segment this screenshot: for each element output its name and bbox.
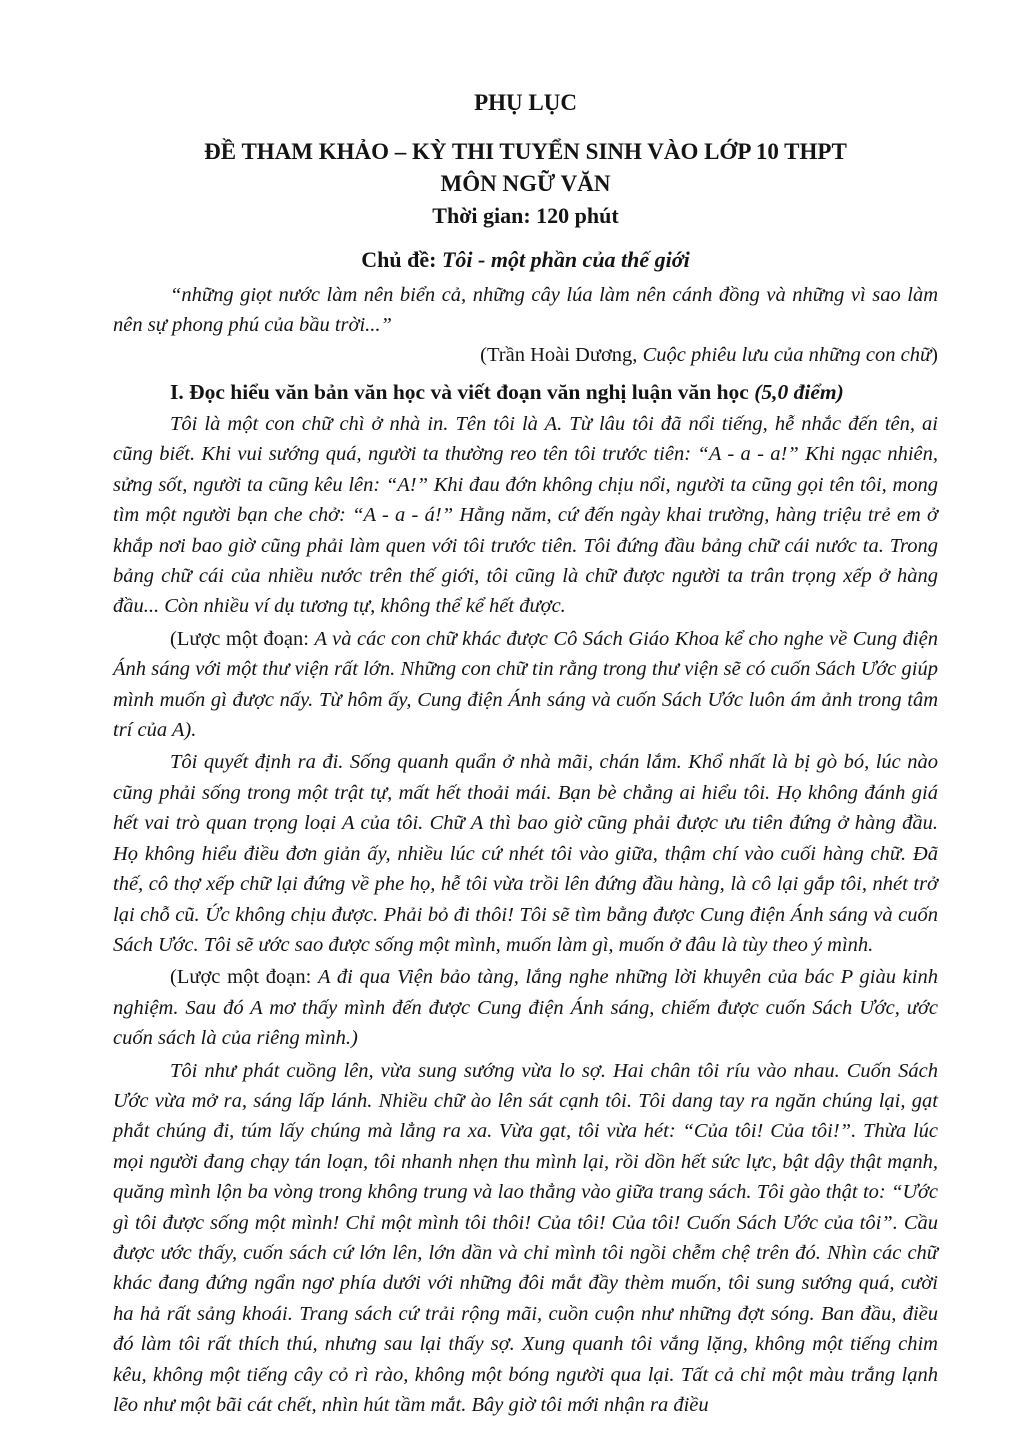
topic-label: Chủ đề: xyxy=(361,247,442,272)
body-paragraph-summary xyxy=(113,624,938,746)
section-points: (5,0 điểm) xyxy=(754,380,844,404)
exam-title: ĐỀ THAM KHẢO – KỲ THI TUYỂN SINH VÀO LỚP 10 THPT xyxy=(204,139,847,164)
subject-title: MÔN NGỮ VĂN xyxy=(440,171,611,196)
attribution-close-paren: ) xyxy=(931,344,938,366)
body-paragraph: Tôi quyết định ra đi. Sống quanh quẩn ở nhà mãi, chán lắm. Khổ nhất là bị gò bó, lúc nào cũng phải sống trong một trật tự, mất hết thoải mái. Bạn bè chẳng ai hiểu tôi. Họ không đánh giá hết vai trò quan trọng loại A của tôi. Chữ A thì bao giờ cũng phải được ưu tiên đứng ở hàng đầu. Họ không hiểu điều đơn giản ấy, nhiều lúc cứ nhét tôi vào giữa, thậm chí vào cuối hàng chữ. Đã thế, cô thợ xếp chữ lại đứng về phe họ, hễ tôi vừa trồi lên đứng đầu hàng, là cô lại gắp tôi, nhét trở lại chỗ cũ. Ức không chịu được. Phải bỏ đi thôi! Tôi sẽ tìm bằng được Cung điện Ánh sáng và cuốn Sách Ước. Tôi sẽ ước sao được sống một mình, muốn làm gì, muốn ở đâu là tùy theo ý mình. xyxy=(113,751,938,956)
summary-prefix: (Lược một đoạn: xyxy=(170,966,318,989)
epigraph-quote: “những giọt nước làm nên biển cả, những cây lúa làm nên cánh đồng và những vì sao làm nên sự phong phú của bầu trời...” xyxy=(113,284,938,336)
exam-duration: Thời gian: 120 phút xyxy=(432,203,619,228)
epigraph-attribution xyxy=(113,340,938,370)
attribution-author: (Trần Hoài Dương, xyxy=(480,344,643,366)
summary-prefix: (Lược một đoạn: xyxy=(170,627,315,650)
body-paragraph-summary xyxy=(113,962,938,1053)
page-title: PHỤ LỤC xyxy=(474,90,577,115)
body-paragraph: Tôi như phát cuồng lên, vừa sung sướng vừa lo sợ. Hai chân tôi ríu vào nhau. Cuốn Sách Ước vừa mở ra, sáng lấp lánh. Nhiều chữ ào lên sát cạnh tôi. Tôi dang tay ra ngăn chúng lại, gạt phắt chúng đi, túm lấy chúng mà lẳng ra xa. Vừa gạt, tôi vừa hét: “Của tôi! Của tôi!”. Thừa lúc mọi người đang chạy tán loạn, tôi nhanh nhẹn thu mình lại, rồi dồn hết sức lực, bật dậy thật mạnh, quăng mình lộn ba vòng trong không trung và lao thẳng vào giữa trang sách. Tôi gào thật to: “Ước gì tôi được sống một mình! Chỉ một mình tôi thôi! Của tôi! Của tôi! Cuốn Sách Ước của tôi”. Cầu được ước thấy, cuốn sách cứ lớn lên, lớn dần và chỉ mình tôi ngồi chễm chệ trên đó. Nhìn các chữ khác đang đứng ngẩn ngơ phía dưới với những đôi mắt đầy thèm muốn, tôi sung sướng quá, cười ha hả rất sảng khoái. Trang sách cứ trải rộng mãi, cuồn cuộn như những đợt sóng. Ban đầu, điều đó làm tôi rất thích thú, nhưng sau lại thấy sợ. Xung quanh tôi vắng lặng, không một tiếng chim kêu, không một tiếng cây cỏ rì rào, không một bóng người qua lại. Tất cả chỉ một màu trắng lạnh lẽo như một bãi cát chết, nhìn hút tầm mắt. Bây giờ tôi mới nhận ra điều xyxy=(113,1059,938,1416)
summary-text: A và các con chữ khác được Cô Sách Giáo Khoa kể cho nghe về Cung điện Ánh sáng với một thư viện rất lớn. Những con chữ tin rằng trong thư viện sẽ có cuốn Sách Ước giúp mình muốn gì được nấy. Từ hôm ấy, Cung điện Ánh sáng và cuốn Sách Ước luôn ám ảnh trong tâm trí của A). xyxy=(113,627,938,742)
body-paragraph: Tôi là một con chữ chì ở nhà in. Tên tôi là A. Từ lâu tôi đã nổi tiếng, hễ nhắc đến tên, ai cũng biết. Khi vui sướng quá, người ta thường reo tên tôi trước tiên: “A - a - a!” Khi ngạc nhiên, sửng sốt, người ta cũng kêu lên: “A!” Khi đau đớn không chịu nổi, người ta cũng gọi tên tôi, mong tìm một người bạn che chở: “A - a - á!” Hằng năm, cứ đến ngày khai trường, hàng triệu trẻ em ở khắp nơi bao giờ cũng phải làm quen với tôi trước tiên. Tôi đứng đầu bảng chữ cái nước ta. Trong bảng chữ cái của nhiều nước trên thế giới, tôi cũng là chữ được người ta trân trọng xếp ở hàng đầu... Còn nhiều ví dụ tương tự, không thể kể hết được. xyxy=(113,413,938,618)
topic-line xyxy=(113,247,938,273)
summary-text: A đi qua Viện bảo tàng, lắng nghe những lời khuyên của bác P giàu kinh nghiệm. Sau đó A mơ thấy mình đến được Cung điện Ánh sáng, chiếm được cuốn Sách Ước, ước cuốn sách là của riêng mình.) xyxy=(113,966,938,1050)
section-heading xyxy=(113,377,938,407)
section-heading-text: I. Đọc hiểu văn bản văn học và viết đoạn văn nghị luận văn học xyxy=(170,380,755,404)
topic-title: Tôi - một phần của thế giới xyxy=(441,247,690,272)
attribution-work-title: Cuộc phiêu lưu của những con chữ xyxy=(642,344,932,366)
